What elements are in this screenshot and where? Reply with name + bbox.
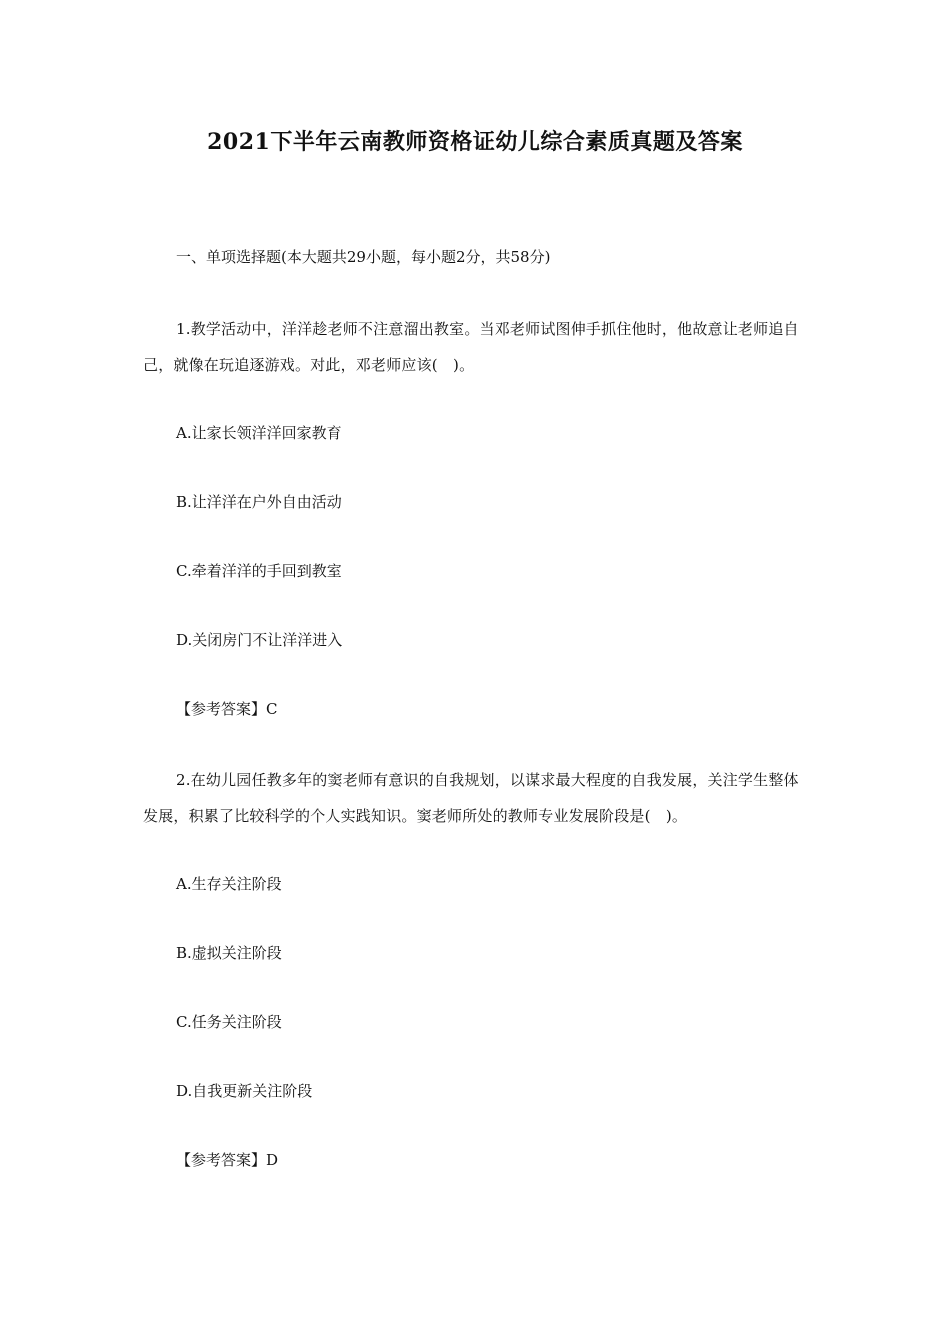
document-title: 2021下半年云南教师资格证幼儿综合素质真题及答案 (207, 129, 743, 155)
question-1-option-a: A.让家长领洋洋回家教育 (176, 424, 342, 442)
question-2-option-c: C.任务关注阶段 (176, 1013, 282, 1031)
question-1-option-c: C.牵着洋洋的手回到教室 (176, 562, 342, 580)
section-heading: 一、单项选择题(本大题共29小题，每小题2分，共58分) (176, 248, 551, 266)
question-2-stem: 2.在幼儿园任教多年的窦老师有意识的自我规划，以谋求最大程度的自我发展，关注学生整体发展，积累了比较科学的个人实践知识。窦老师所处的教师专业发展阶段是( )。 (143, 771, 799, 825)
question-1-option-d: D.关闭房门不让洋洋进入 (176, 631, 343, 649)
question-2-option-a: A.生存关注阶段 (176, 875, 282, 893)
question-1-option-b: B.让洋洋在户外自由活动 (176, 493, 342, 511)
question-1-stem: 1.教学活动中，洋洋趁老师不注意溜出教室。当邓老师试图伸手抓住他时，他故意让老师追自己，就像在玩追逐游戏。对此，邓老师应该( )。 (143, 320, 799, 374)
question-2-option-d: D.自我更新关注阶段 (176, 1082, 313, 1100)
question-1-answer: 【参考答案】C (176, 700, 278, 718)
question-2-option-b: B.虚拟关注阶段 (176, 944, 282, 962)
question-2-answer: 【参考答案】D (176, 1151, 279, 1169)
